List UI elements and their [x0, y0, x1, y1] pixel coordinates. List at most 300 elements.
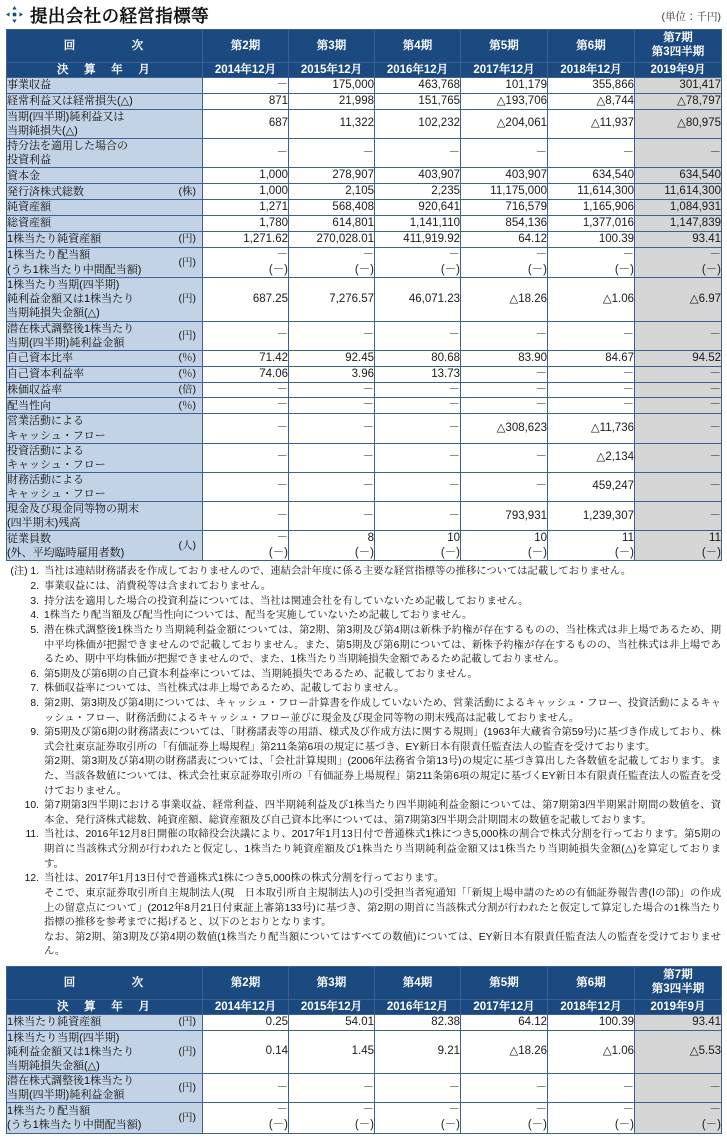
table-cell: 64.12	[461, 1014, 548, 1030]
footnote-body	[44, 828, 721, 872]
row-label-text: 自己資本利益率	[7, 368, 84, 381]
footnote-body	[44, 580, 721, 595]
table-cell: 80.68	[375, 350, 461, 366]
footnote-marker: 10.	[24, 800, 39, 812]
table-cell: 2,235	[375, 184, 461, 200]
table-cell: －	[203, 1074, 289, 1103]
footnote-marker: 6.	[30, 668, 39, 680]
table-cell: －	[635, 472, 722, 501]
table-cell: － (－)	[375, 1103, 461, 1133]
table-cell: －	[635, 382, 722, 398]
table-cell: － (－)	[289, 1103, 375, 1133]
table-cell: －	[289, 398, 375, 414]
table-cell: 1,000	[203, 184, 289, 200]
header-period-cell: 第7期 第3四半期	[635, 30, 722, 63]
row-unit-label: (％)	[178, 367, 196, 380]
table-cell: 854,136	[461, 215, 548, 231]
footnote-marker: 3.	[30, 595, 39, 607]
row-label-text: 投資活動による キャッシュ・フロー	[7, 444, 106, 471]
table-cell: 94.52	[635, 350, 722, 366]
table-row	[7, 231, 722, 247]
table-cell: －	[548, 398, 635, 414]
table-cell: 3.96	[289, 366, 375, 382]
table-cell: 101,179	[461, 77, 548, 93]
table-cell: 687.25	[203, 278, 289, 321]
table-cell: －	[635, 414, 722, 443]
footnote-paragraph: 当社は連結財務諸表を作成しておりませんので、連結会計年度に係る主要な経営指標等の推移については記載しておりません。	[44, 566, 632, 578]
row-label-cell	[7, 1103, 203, 1133]
row-label-cell	[7, 366, 203, 382]
row-unit-label: (円)	[178, 328, 196, 341]
row-label-text: 財務活動による キャッシュ・フロー	[7, 473, 106, 500]
table-cell: －	[548, 139, 635, 168]
table-cell: －	[203, 77, 289, 93]
table-cell: 687	[203, 109, 289, 138]
table-cell: △1.06	[548, 278, 635, 321]
table-cell: △78,797	[635, 93, 722, 109]
table-row	[7, 398, 722, 414]
header-period-cell: 2014年12月	[203, 62, 289, 77]
footnote-item	[6, 697, 721, 726]
row-label-cell	[7, 501, 203, 530]
row-label-text: 総資産額	[7, 217, 51, 230]
table-cell: 46,071.23	[375, 278, 461, 321]
table-cell: － (－)	[203, 531, 289, 561]
table-cell: 83.90	[461, 350, 548, 366]
row-label-text: 自己資本比率	[7, 352, 73, 365]
secondary-table-body	[7, 1014, 722, 1133]
table-row	[7, 77, 722, 93]
footnote-paragraph: 株価収益率については、当社株式は非上場であるため、記載しておりません。	[44, 683, 405, 695]
table-row	[7, 200, 722, 216]
header-period-cell: 第5期	[461, 966, 548, 999]
table-cell: 1,165,906	[548, 200, 635, 216]
table-cell: 10 (－)	[375, 531, 461, 561]
table-cell: 411,919.92	[375, 231, 461, 247]
header-period-cell: 第6期	[548, 30, 635, 63]
header-period-cell: 2016年12月	[375, 999, 461, 1014]
header-period-cell: 2015年12月	[289, 62, 375, 77]
row-label-cell	[7, 1030, 203, 1073]
row-unit-label: (円)	[178, 1111, 196, 1124]
table-cell: △18.26	[461, 278, 548, 321]
table-cell: －	[203, 321, 289, 350]
header-label-cell: 決 算 年 月	[7, 62, 203, 77]
row-unit-label: (倍)	[178, 383, 196, 396]
header-period-cell: 2017年12月	[461, 62, 548, 77]
row-unit-label: (％)	[178, 351, 196, 364]
table-cell: 793,931	[461, 501, 548, 530]
table-cell: 9.21	[375, 1030, 461, 1073]
header-period-cell: 2019年9月	[635, 999, 722, 1014]
table-cell: －	[461, 321, 548, 350]
page-header	[0, 0, 727, 29]
table-cell: 84.67	[548, 350, 635, 366]
row-label-text: 1株当たり配当額 (うち1株当たり中間配当額)	[7, 249, 142, 276]
row-unit-label: (％)	[178, 399, 196, 412]
row-label-text: 当期(四半期)純利益又は 当期純損失(△)	[7, 110, 125, 137]
footnote-item	[6, 799, 721, 828]
row-label-text: 資本金	[7, 169, 40, 182]
table-cell: －	[461, 472, 548, 501]
table-cell: 0.14	[203, 1030, 289, 1073]
header-period-cell: 第7期 第3四半期	[635, 966, 722, 999]
per-share-indicators-table	[6, 966, 722, 1134]
row-label-cell	[7, 321, 203, 350]
header-period-cell: 2014年12月	[203, 999, 289, 1014]
table-cell: 614,801	[289, 215, 375, 231]
row-label-cell	[7, 215, 203, 231]
table-cell: △8,744	[548, 93, 635, 109]
table-cell: －	[635, 139, 722, 168]
table-cell: －	[548, 321, 635, 350]
footnote-paragraph: 第2期、第3期及び第4期については、キャッシュ・フロー計算書を作成していないため、営業活動によるキャッシュ・フロー、投資活動によるキャッシュ・フロー、財務活動によるキャッシュ・フロー並びに現金及び現金同等物の期末残高は記載しておりません。	[44, 697, 721, 724]
table-cell: 716,579	[461, 200, 548, 216]
table-cell: －	[289, 501, 375, 530]
table-cell: 1,239,307	[548, 501, 635, 530]
table-cell: 100.39	[548, 231, 635, 247]
table-row	[7, 215, 722, 231]
table-row	[7, 139, 722, 168]
footnote-item	[6, 726, 721, 799]
table-cell: －	[203, 382, 289, 398]
footnote-item	[6, 595, 721, 610]
table-row	[7, 1074, 722, 1103]
row-label-text: 1株当たり配当額 (うち1株当たり中間配当額)	[7, 1104, 142, 1131]
table-header-row	[7, 30, 722, 63]
table-cell: 403,907	[461, 168, 548, 184]
footnote-item	[6, 682, 721, 697]
row-unit-label: (円)	[178, 1045, 196, 1058]
table-cell: 11,322	[289, 109, 375, 138]
header-label-cell: 回 次	[7, 30, 203, 63]
header-period-cell: 2017年12月	[461, 999, 548, 1014]
table-cell: －	[289, 414, 375, 443]
row-label-text: 配当性向	[7, 399, 51, 412]
row-label-text: 1株当たり純資産額	[7, 233, 102, 246]
header-period-cell: 第5期	[461, 30, 548, 63]
row-unit-label: (円)	[178, 1081, 196, 1094]
footnote-body	[44, 565, 721, 580]
table-header-row	[7, 999, 722, 1014]
row-label-cell	[7, 382, 203, 398]
footnote-body	[44, 595, 721, 610]
footnote-paragraph: 持分法を適用した場合の投資利益については、当社は関連会社を有していないため記載しておりません。	[44, 595, 529, 607]
table-cell: △308,623	[461, 414, 548, 443]
table-row	[7, 472, 722, 501]
row-unit-label: (円)	[178, 232, 196, 245]
table-cell: 11,614,300	[548, 184, 635, 200]
table-cell: －	[635, 443, 722, 472]
footnote-marker: 5.	[30, 624, 39, 636]
table-cell: －	[375, 398, 461, 414]
row-label-text: 現金及び現金同等物の期末 (四半期末)残高	[7, 502, 139, 529]
row-label-cell	[7, 1014, 203, 1030]
row-label-cell	[7, 93, 203, 109]
table-cell: － (－)	[203, 247, 289, 277]
table-cell: －	[203, 501, 289, 530]
table-cell: 82.38	[375, 1014, 461, 1030]
footnote-marker: 2.	[30, 581, 39, 593]
table-cell: －	[635, 1074, 722, 1103]
footnote-paragraph: 1株当たり配当額及び配当性向については、配当を実施していないため記載しておりません。	[44, 610, 473, 622]
table-cell: 1,271	[203, 200, 289, 216]
table-cell: 920,641	[375, 200, 461, 216]
row-label-text: 持分法を適用した場合の 投資利益	[7, 140, 128, 167]
table-cell: －	[461, 443, 548, 472]
table-cell: 21,998	[289, 93, 375, 109]
footnote-item	[6, 668, 721, 683]
table-cell: －	[289, 443, 375, 472]
table-cell: 11,614,300	[635, 184, 722, 200]
main-table-body	[7, 77, 722, 561]
table-cell: － (－)	[461, 1103, 548, 1133]
table-cell: － (－)	[289, 247, 375, 277]
footnote-paragraph: 当社は、2017年1月13日付で普通株式1株につき5,000株の株式分割を行っております。	[44, 873, 445, 885]
table-cell: △204,061	[461, 109, 548, 138]
footnotes	[6, 565, 721, 959]
table-cell: 1,780	[203, 215, 289, 231]
table-cell: △1.06	[548, 1030, 635, 1073]
footnote-body	[44, 682, 721, 697]
table-cell: 459,247	[548, 472, 635, 501]
table-header-row	[7, 966, 722, 999]
footnote-paragraph: そこで、東京証券取引所自主規制法人(現 日本取引所自主規制法人)の引受担当者宛通知「「新規上場申請のための有価証券報告書(Ⅰの部)」の作成上の留意点について」(2012年8月21日付東証上審第133号)に基づき、第2期の期首に当該株式分割が行われたと仮定して算定した場合の1株当たり指標の推移を参考までに掲げると、以下のとおりとなります。	[44, 887, 721, 929]
row-label-text: 事業収益	[7, 79, 51, 92]
footnote-body	[44, 668, 721, 683]
footnote-item	[6, 828, 721, 872]
table-cell: 7,276.57	[289, 278, 375, 321]
table-cell: 11,175,000	[461, 184, 548, 200]
header-period-cell: 第4期	[375, 966, 461, 999]
row-label-cell	[7, 77, 203, 93]
header-period-cell: 2018年12月	[548, 999, 635, 1014]
table-cell: 355,866	[548, 77, 635, 93]
footnote-body	[44, 697, 721, 726]
table-row	[7, 443, 722, 472]
table-cell: －	[289, 321, 375, 350]
table-cell: 2,105	[289, 184, 375, 200]
table-cell: －	[289, 472, 375, 501]
row-label-cell	[7, 472, 203, 501]
footnote-body	[44, 799, 721, 828]
table-cell: －	[461, 398, 548, 414]
table-cell: 64.12	[461, 231, 548, 247]
table-cell: － (－)	[635, 1103, 722, 1133]
footnote-item	[6, 565, 721, 580]
table-cell: △18.26	[461, 1030, 548, 1073]
footnote-marker: 4.	[30, 610, 39, 622]
table-cell: 0.25	[203, 1014, 289, 1030]
table-cell: －	[375, 1074, 461, 1103]
table-cell: △80,975	[635, 109, 722, 138]
header-period-cell: 2018年12月	[548, 62, 635, 77]
table-cell: －	[635, 501, 722, 530]
header-period-cell: 第2期	[203, 966, 289, 999]
table-cell: －	[375, 414, 461, 443]
row-label-cell	[7, 278, 203, 321]
row-label-cell	[7, 139, 203, 168]
table-cell: 871	[203, 93, 289, 109]
footnote-paragraph: 事業収益には、消費税等は含まれておりません。	[44, 581, 272, 593]
header-period-cell: 第6期	[548, 966, 635, 999]
table-cell: 93.41	[635, 1014, 722, 1030]
table-cell: △11,937	[548, 109, 635, 138]
row-label-text: 営業活動による キャッシュ・フロー	[7, 415, 106, 442]
footnote-item	[6, 872, 721, 960]
header-label-cell: 決 算 年 月	[7, 999, 203, 1014]
table-cell: －	[375, 443, 461, 472]
table-row	[7, 414, 722, 443]
footnote-paragraph: なお、第2期、第3期及び第4期の数値(1株当たり配当額についてはすべての数値)については、EY新日本有限責任監査法人の監査を受けておりません。	[44, 931, 721, 958]
main-table-head	[7, 30, 722, 78]
table-cell: 270,028.01	[289, 231, 375, 247]
table-cell: 13.73	[375, 366, 461, 382]
table-row	[7, 1030, 722, 1073]
header-period-cell: 2015年12月	[289, 999, 375, 1014]
row-label-cell	[7, 531, 203, 561]
table-cell: －	[203, 443, 289, 472]
table-row	[7, 382, 722, 398]
row-label-cell	[7, 414, 203, 443]
table-cell: － (－)	[375, 247, 461, 277]
table-row	[7, 109, 722, 138]
row-label-text: 1株当たり当期(四半期) 純利益金額又は1株当たり 当期純損失金額(△)	[7, 1031, 135, 1072]
table-row	[7, 1014, 722, 1030]
table-cell: 1.45	[289, 1030, 375, 1073]
table-row	[7, 321, 722, 350]
table-cell: － (－)	[548, 247, 635, 277]
table-cell: －	[461, 1074, 548, 1103]
table-cell: －	[461, 366, 548, 382]
header-period-cell: 2016年12月	[375, 62, 461, 77]
footnote-body	[44, 726, 721, 799]
row-label-text: 1株当たり純資産額	[7, 1016, 102, 1029]
table-cell: －	[289, 139, 375, 168]
row-label-text: 純資産額	[7, 201, 51, 214]
footnote-marker: 8.	[30, 697, 39, 709]
table-cell: －	[635, 366, 722, 382]
header-period-cell: 第3期	[289, 966, 375, 999]
table-row	[7, 184, 722, 200]
table-cell: 11 (－)	[635, 531, 722, 561]
row-label-cell	[7, 443, 203, 472]
table-cell: 1,141,110	[375, 215, 461, 231]
table-cell: －	[289, 382, 375, 398]
footnote-item	[6, 609, 721, 624]
table-cell: 1,000	[203, 168, 289, 184]
table-cell: △2,134	[548, 443, 635, 472]
row-label-text: 従業員数 (外、平均臨時雇用者数)	[7, 532, 125, 559]
header-period-cell: 第3期	[289, 30, 375, 63]
footnote-marker: 7.	[30, 683, 39, 695]
table-cell: － (－)	[548, 1103, 635, 1133]
table-cell: －	[375, 382, 461, 398]
table-cell: －	[289, 1074, 375, 1103]
row-label-cell	[7, 200, 203, 216]
row-unit-label: (円)	[178, 255, 196, 268]
footnote-paragraph: 第5期及び第6期の自己資本利益率については、当期純損失であるため、記載しておりません。	[44, 668, 478, 680]
header-period-cell: 2019年9月	[635, 62, 722, 77]
management-indicators-table	[6, 29, 722, 561]
table-cell: －	[635, 321, 722, 350]
table-cell: 92.45	[289, 350, 375, 366]
table-cell: 8 (－)	[289, 531, 375, 561]
table-row	[7, 350, 722, 366]
table-cell: 151,765	[375, 93, 461, 109]
table-cell: 278,907	[289, 168, 375, 184]
secondary-table-head	[7, 966, 722, 1014]
row-label-cell	[7, 109, 203, 138]
table-cell: －	[635, 398, 722, 414]
footnote-paragraph: 第7期第3四半期における事業収益、経常利益、四半期純利益及び1株当たり四半期純利益金額については、第7期第3四半期累計期間の数値を、資本金、発行済株式総数、純資産額、総資産額及び自己資本比率については、第7期第3四半期会計期間末の数値を記載しております。	[44, 800, 721, 826]
table-cell: 1,377,016	[548, 215, 635, 231]
table-cell: 568,408	[289, 200, 375, 216]
table-cell: －	[375, 139, 461, 168]
table-cell: －	[203, 472, 289, 501]
table-cell: 71.42	[203, 350, 289, 366]
row-unit-label: (人)	[178, 539, 196, 552]
footnote-item	[6, 624, 721, 668]
table-cell: － (－)	[461, 247, 548, 277]
table-cell: 634,540	[635, 168, 722, 184]
row-label-text: 発行済株式総数	[7, 185, 84, 198]
table-row	[7, 366, 722, 382]
table-cell: 301,417	[635, 77, 722, 93]
table-cell: 175,000	[289, 77, 375, 93]
row-label-cell	[7, 184, 203, 200]
table-header-row	[7, 62, 722, 77]
table-cell: 463,768	[375, 77, 461, 93]
table-cell: 100.39	[548, 1014, 635, 1030]
table-cell: －	[461, 139, 548, 168]
table-cell: －	[375, 321, 461, 350]
table-cell: 93.41	[635, 231, 722, 247]
table-cell: △193,706	[461, 93, 548, 109]
table-cell: 74.06	[203, 366, 289, 382]
table-cell: 634,540	[548, 168, 635, 184]
table-row	[7, 93, 722, 109]
footnote-paragraph: 潜在株式調整後1株当たり当期純利益金額については、第2期、第3期及び第4期は新株予約権が存在するものの、当社株式は非上場であるため、期中平均株価が把握できませんので記載しておりません。また、第5期及び第6期については、新株予約権が存在するものの、当社株式は非上場であるため、期中平均株価が把握できませんので、また、1株当たり当期純損失金額であるため記載しておりません。	[44, 624, 721, 666]
row-label-text: 1株当たり当期(四半期) 純利益金額又は1株当たり 当期純損失金額(△)	[7, 279, 135, 320]
table-cell: 11 (－)	[548, 531, 635, 561]
footnote-paragraph: 第2期、第3期及び第4期の財務諸表については、「会社計算規則」(2006年法務省令第13号)の規定に基づき算出した各数値を記載しております。また、当該各数値については、株式会社東京証券取引所の「有価証券上場規程」第211条第6項の規定に基づくEY新日本有限責任監査法人の監査を受けておりません。	[44, 756, 721, 797]
footnote-item	[6, 580, 721, 595]
table-cell: －	[548, 1074, 635, 1103]
row-label-cell	[7, 168, 203, 184]
footnote-paragraph: 第5期及び第6期の財務諸表については、「財務諸表等の用語、様式及び作成方法に関する規則」(1963年大蔵省令第59号)に基づき作成しており、株式会社東京証券取引所の「有価証券上場規程」第211条第6項の規定に基づき、EY新日本有限責任監査法人の監査を受けております。	[44, 727, 721, 753]
footnote-body	[44, 872, 721, 960]
table-cell: △6.97	[635, 278, 722, 321]
footnote-marker: (注) 1.	[10, 566, 39, 578]
table-cell: 1,147,839	[635, 215, 722, 231]
header-period-cell: 第4期	[375, 30, 461, 63]
table-row	[7, 531, 722, 561]
table-cell: －	[203, 414, 289, 443]
table-cell: －	[203, 398, 289, 414]
row-label-cell	[7, 1074, 203, 1103]
table-cell: － (－)	[203, 1103, 289, 1133]
footnote-marker: 9.	[30, 727, 39, 739]
header-period-cell: 第2期	[203, 30, 289, 63]
table-row	[7, 278, 722, 321]
table-cell: －	[461, 382, 548, 398]
table-cell: － (－)	[635, 247, 722, 277]
footnote-marker: 11.	[25, 829, 39, 841]
table-row	[7, 1103, 722, 1133]
row-label-cell	[7, 231, 203, 247]
table-row	[7, 501, 722, 530]
